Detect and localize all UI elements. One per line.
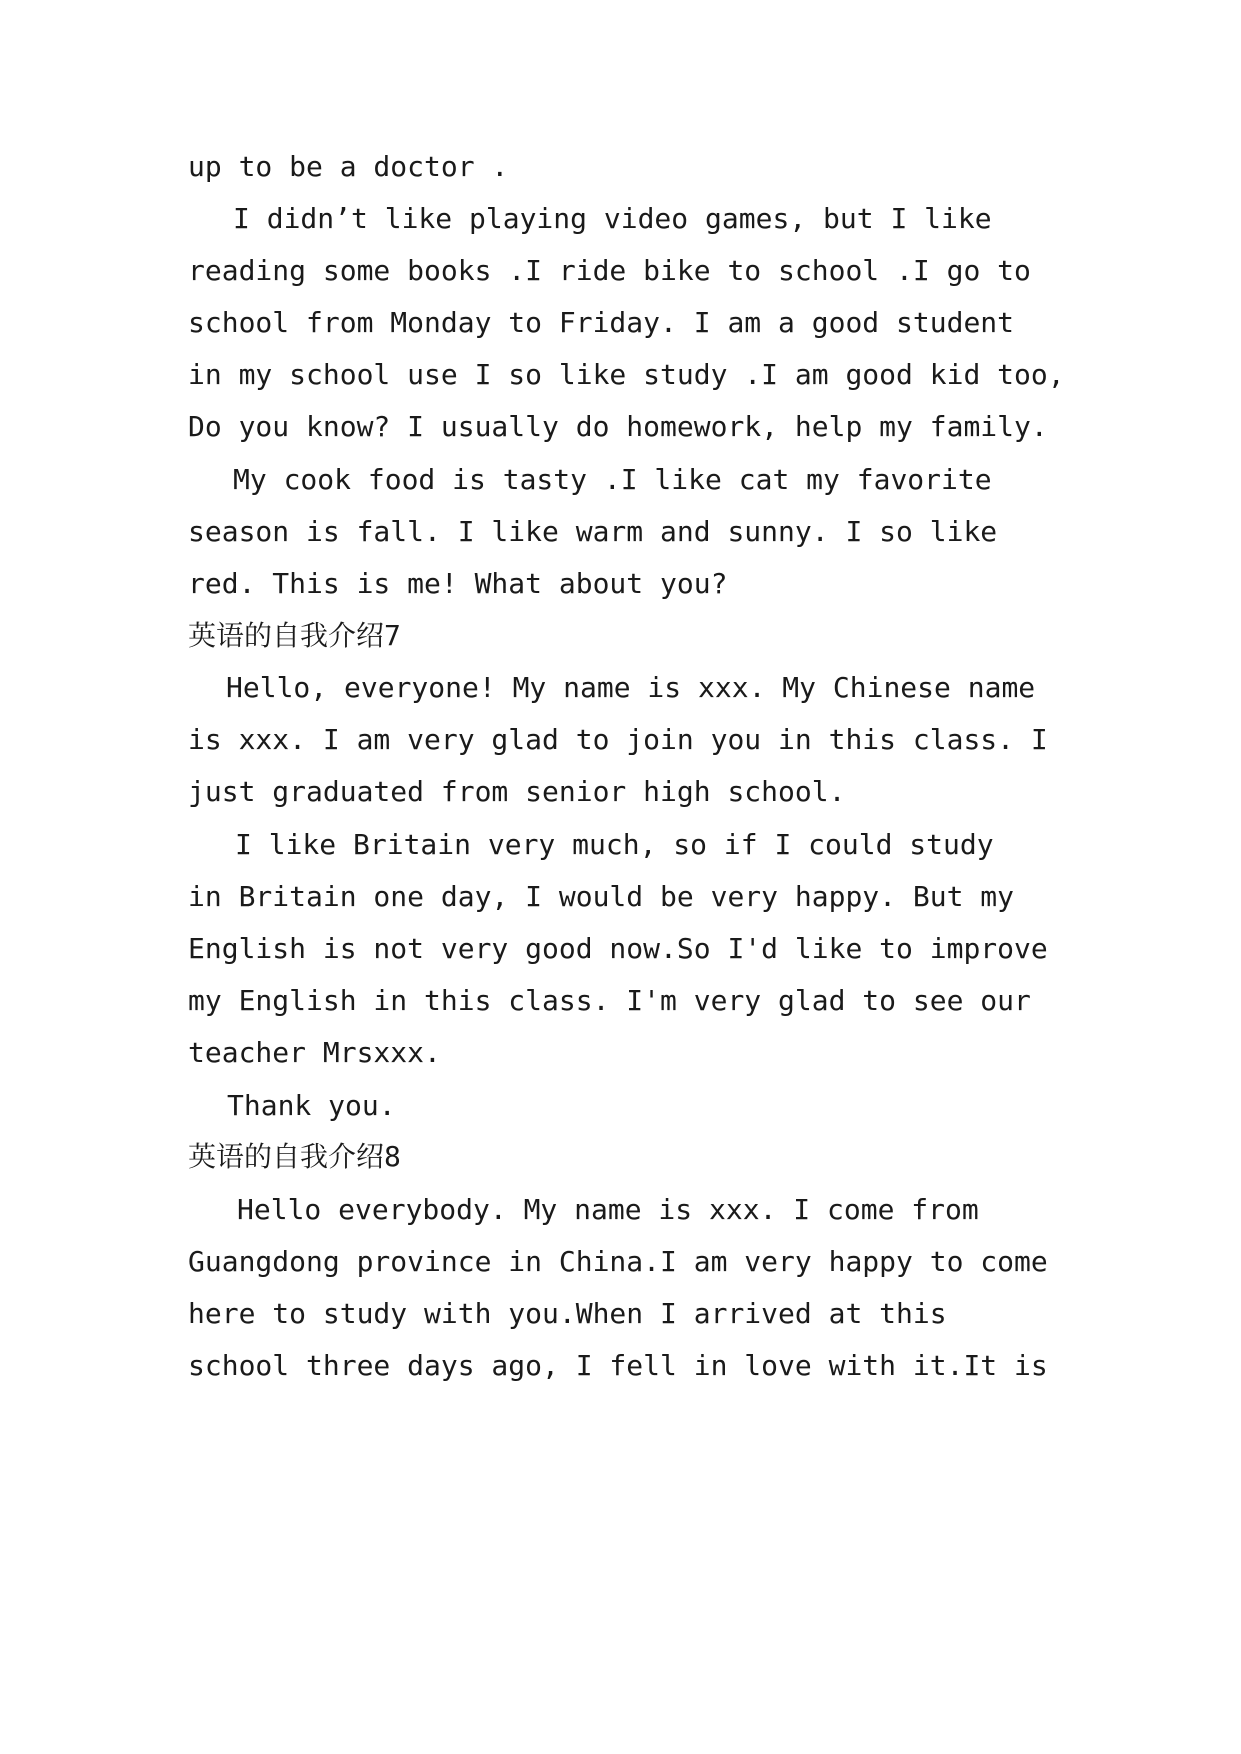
text-line: in my school use I so like study .I am good kid too, — [188, 358, 1065, 391]
text-line: red. This is me! What about you? — [188, 567, 728, 600]
text-line: my English in this class. I'm very glad to see our — [188, 984, 1031, 1017]
text-line: Guangdong province in China.I am very happy to come — [188, 1245, 1048, 1278]
text-line: is xxx. I am very glad to join you in this class. I — [188, 723, 1048, 756]
section-heading: 英语的自我介绍7 — [188, 619, 401, 652]
paragraph-first-line: Hello, everyone! My name is xxx. My Chinese name — [226, 671, 1036, 704]
text-line: just graduated from senior high school. — [188, 775, 846, 808]
paragraph-first-line: I didn’t like playing video games, but I like — [233, 202, 992, 235]
paragraph-first-line: My cook food is tasty .I like cat my favorite — [233, 463, 992, 496]
text-line: school from Monday to Friday. I am a good student — [188, 306, 1015, 339]
paragraph-first-line: Thank you. — [227, 1089, 396, 1122]
section-heading: 英语的自我介绍8 — [188, 1140, 401, 1173]
text-line: reading some books .I ride bike to school .I go to — [188, 254, 1031, 287]
text-line: season is fall. I like warm and sunny. I so like — [188, 515, 998, 548]
paragraph-first-line: I like Britain very much, so if I could study — [235, 828, 994, 861]
text-line: in Britain one day, I would be very happy. But my — [188, 880, 1015, 913]
text-line: school three days ago, I fell in love with it.It is — [188, 1349, 1048, 1382]
text-line: teacher Mrsxxx. — [188, 1036, 441, 1069]
paragraph-first-line: Hello everybody. My name is xxx. I come from — [237, 1193, 979, 1226]
text-line: Do you know? I usually do homework, help my family. — [188, 410, 1048, 443]
text-line: here to study with you.When I arrived at this — [188, 1297, 947, 1330]
text-line: English is not very good now.So I'd like to improve — [188, 932, 1048, 965]
text-line: up to be a doctor . — [188, 150, 509, 183]
